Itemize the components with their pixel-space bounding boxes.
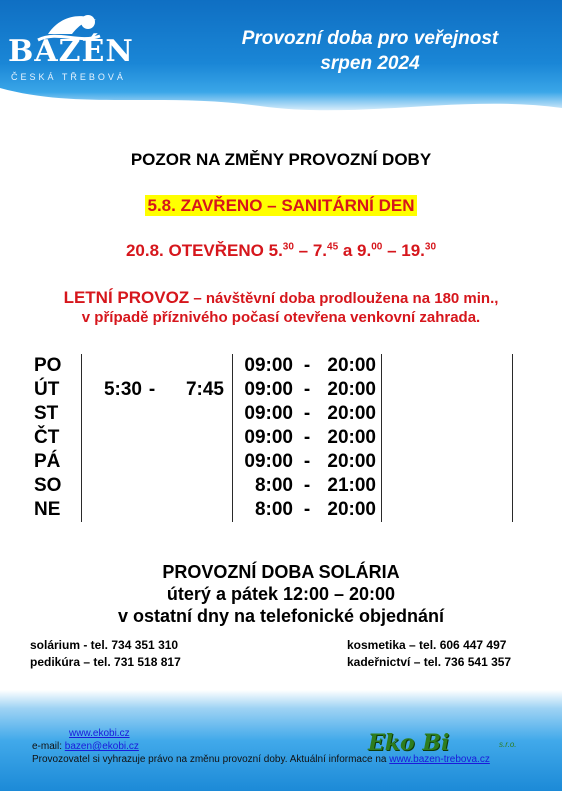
extra-cell (382, 498, 513, 522)
morning-cell (82, 354, 233, 378)
solarium-line-1: úterý a pátek 12:00 – 20:00 (166, 584, 396, 604)
web-link[interactable]: www.ekobi.cz (69, 728, 130, 739)
solarium-line-2: v ostatní dny na telefonické objednání (117, 606, 445, 626)
title-line-2: srpen 2024 (320, 53, 420, 74)
day-cell: ČT (34, 427, 60, 448)
open-prefix: 20.8. OTEVŘENO 5. (125, 241, 283, 260)
afternoon-cell (233, 402, 382, 426)
day-cell: PÁ (34, 451, 61, 472)
open-sup-2: 45 (327, 241, 339, 253)
contact-kadernictvi: kadeřnictví – tel. 736 541 357 (347, 655, 512, 669)
solarium-section (0, 561, 562, 627)
open-notice (0, 241, 562, 261)
morning-cell (82, 450, 233, 474)
afternoon-dash: - (303, 499, 311, 520)
afternoon-dash: - (303, 427, 311, 448)
day-cell: NE (34, 499, 61, 520)
afternoon-to: 20:00 (327, 379, 376, 400)
open-sup-1: 30 (282, 241, 294, 253)
summer-notice (0, 288, 562, 327)
day-cell: PO (34, 355, 62, 376)
contact-solarium: solárium - tel. 734 351 310 (30, 638, 179, 652)
closed-notice-wrap (0, 196, 562, 216)
afternoon-to: 20:00 (327, 427, 376, 448)
summer-head: LETNÍ PROVOZ (63, 288, 190, 307)
afternoon-to: 20:00 (327, 403, 376, 424)
footer-note (32, 754, 552, 765)
extra-cell (382, 426, 513, 450)
open-mid: a 9. (338, 241, 372, 260)
afternoon-dash: - (303, 403, 311, 424)
afternoon-from: 8:00 (254, 475, 293, 496)
logo-word: BAZÉN (8, 34, 134, 69)
schedule-row (28, 450, 513, 474)
email-link[interactable]: bazen@ekobi.cz (64, 741, 139, 752)
summer-line-2: v případě příznivého počasí otevřena venkovní zahrada. (81, 309, 481, 326)
contact-kosmetika: kosmetika – tel. 606 447 497 (347, 638, 507, 652)
schedule-row (28, 498, 513, 522)
afternoon-from: 09:00 (244, 403, 293, 424)
page-title (190, 26, 550, 76)
open-sup-4: 30 (424, 241, 437, 253)
afternoon-from: 09:00 (244, 379, 293, 400)
header-wave (0, 88, 562, 128)
morning-from: 5:30 (103, 379, 142, 400)
closed-notice: 5.8. ZAVŘENO – SANITÁRNÍ DEN (147, 196, 415, 215)
schedule-row (28, 426, 513, 450)
morning-cell (82, 402, 233, 426)
schedule-row (28, 378, 513, 402)
morning-cell (82, 378, 233, 402)
logo-subtitle: ČESKÁ TŘEBOVÁ (11, 72, 126, 82)
summer-rest: – návštěvní doba prodloužena na 180 min., (189, 290, 499, 307)
afternoon-cell (233, 426, 382, 450)
title-line-1: Provozní doba pro veřejnost (241, 28, 499, 49)
solarium-title: PROVOZNÍ DOBA SOLÁRIA (162, 562, 400, 582)
afternoon-from: 09:00 (244, 451, 293, 472)
afternoon-from: 09:00 (244, 355, 293, 376)
afternoon-cell (233, 450, 382, 474)
morning-cell (82, 498, 233, 522)
extra-cell (382, 402, 513, 426)
extra-cell (382, 450, 513, 474)
afternoon-cell (233, 354, 382, 378)
contacts-left (30, 637, 181, 671)
afternoon-dash: - (303, 355, 311, 376)
schedule-row (28, 402, 513, 426)
schedule-row (28, 474, 513, 498)
morning-to: 7:45 (185, 379, 224, 400)
email-label: e-mail: (32, 741, 65, 752)
eko-bi-logo: Eko Bi (368, 730, 450, 756)
afternoon-from: 09:00 (244, 427, 293, 448)
open-sup-3: 00 (371, 241, 383, 253)
afternoon-cell (233, 378, 382, 402)
day-cell: ST (34, 403, 59, 424)
afternoon-dash: - (303, 379, 311, 400)
morning-dash: - (148, 379, 156, 400)
afternoon-to: 20:00 (327, 355, 376, 376)
morning-cell (82, 426, 233, 450)
day-cell: ÚT (34, 379, 60, 400)
footer-note-text: Provozovatel si vyhrazuje právo na změnu provozní doby. Aktuální informace na (32, 754, 390, 765)
extra-cell (382, 474, 513, 498)
bazen-web-link[interactable]: www.bazen-trebova.cz (389, 754, 490, 765)
schedule-table (28, 354, 513, 522)
day-cell: SO (34, 475, 62, 496)
footer-links (32, 727, 139, 753)
warning-heading: POZOR NA ZMĚNY PROVOZNÍ DOBY (130, 150, 432, 169)
afternoon-dash: - (303, 475, 311, 496)
extra-cell (382, 378, 513, 402)
open-dash-2: – 19. (382, 241, 425, 260)
afternoon-to: 20:00 (327, 451, 376, 472)
afternoon-from: 8:00 (254, 499, 293, 520)
eko-bi-sro: s.r.o. (499, 740, 517, 749)
morning-cell (82, 474, 233, 498)
extra-cell (382, 354, 513, 378)
contact-pedikura: pedikúra – tel. 731 518 817 (30, 655, 181, 669)
open-dash-1: – 7. (293, 241, 328, 260)
afternoon-to: 20:00 (327, 499, 376, 520)
contacts-right (347, 637, 511, 671)
afternoon-cell (233, 474, 382, 498)
afternoon-cell (233, 498, 382, 522)
afternoon-to: 21:00 (327, 475, 376, 496)
afternoon-dash: - (303, 451, 311, 472)
schedule-row (28, 354, 513, 378)
